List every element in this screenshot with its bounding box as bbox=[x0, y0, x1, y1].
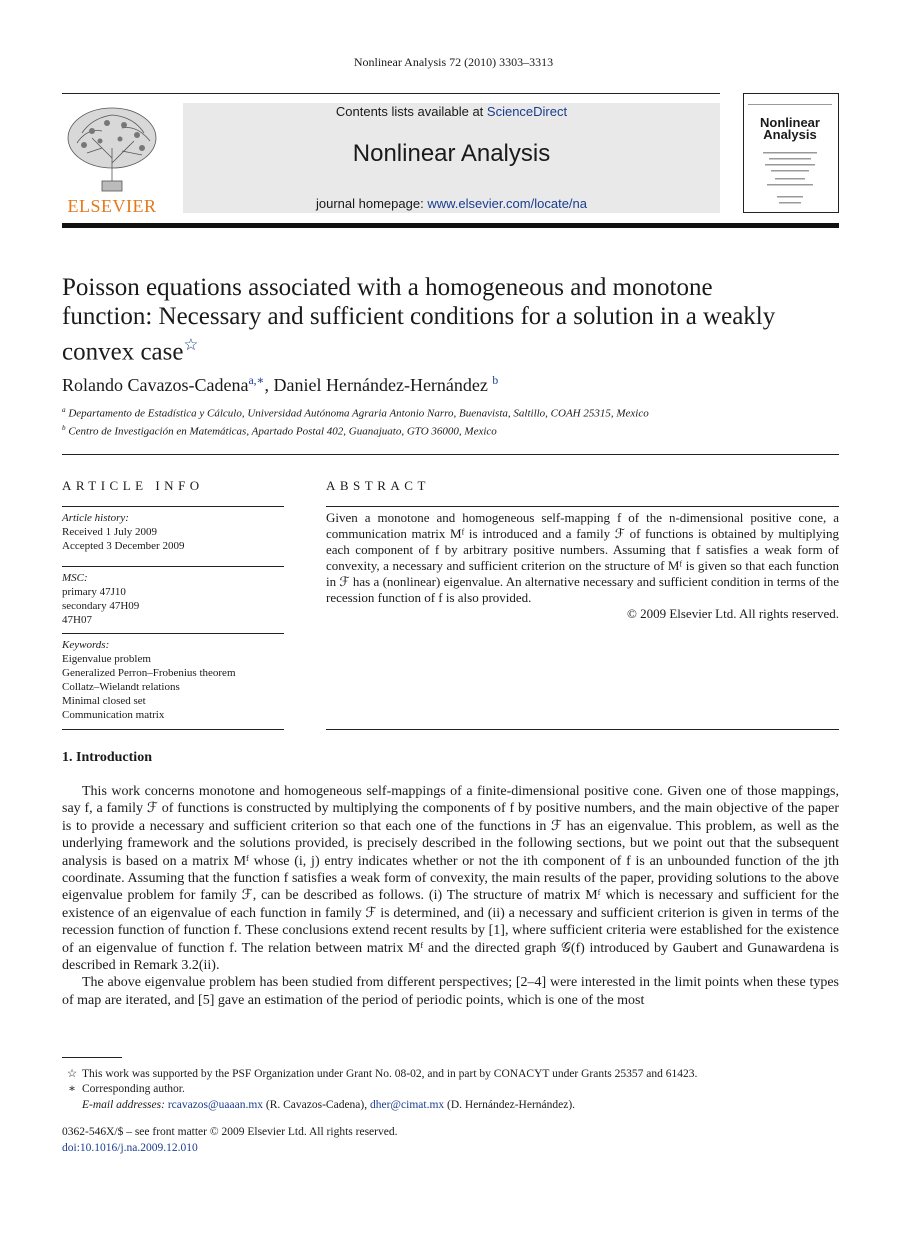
header-rule bbox=[62, 93, 720, 94]
footnote-text: Corresponding author. bbox=[82, 1083, 185, 1095]
affiliation-mark: b bbox=[62, 424, 66, 432]
paper-title bbox=[62, 273, 842, 366]
email-footnote bbox=[62, 1097, 839, 1113]
abstract-copyright: © 2009 Elsevier Ltd. All rights reserved. bbox=[626, 606, 839, 621]
section-heading: 1. Introduction bbox=[62, 750, 152, 765]
footnote-text: This work was supported by the PSF Organization under Grant No. 08-02, and in part by CONACYT under Grants 25357 and 61423. bbox=[82, 1068, 698, 1080]
elsevier-wordmark: ELSEVIER bbox=[67, 196, 157, 216]
author-name: Daniel Hernández-Hernández bbox=[273, 375, 488, 395]
doi-link[interactable]: doi:10.1016/j.na.2009.12.010 bbox=[62, 1142, 198, 1154]
homepage-link[interactable]: www.elsevier.com/locate/na bbox=[427, 196, 587, 211]
cover-title: Nonlinear Analysis bbox=[760, 115, 820, 142]
affiliation bbox=[62, 406, 649, 420]
title-footnote-mark[interactable]: ☆ bbox=[183, 336, 199, 354]
msc-code: secondary 47H09 bbox=[62, 600, 140, 612]
title-line-3: convex case bbox=[62, 338, 184, 366]
cover-header-line bbox=[748, 98, 832, 105]
body-paragraph: This work concerns monotone and homogeneous self-mappings of a finite-dimensional positive cone. Given one of those mappings, say f, a family ℱ of functions is constructed by multiplying the components of f by positive numbers, and the main objective of the paper is to provide a necessary and sufficient criterion so that each one of the functions in ℱ has an eigenvalue. This problem, as well as the underlying framework and the solutions provided, is precisely described in the following sections, but we point out that the subsequent analysis is based on a matrix Mᶠ whose (i, j) entry indicates whether or not the ith component of f is an unbounded function of the jth coordinate. Assuming that the function f satisfies a weak form of convexity, the main results of the paper, providing solutions to the above eigenvalue problem for family ℱ, can be described as follows. (i) The structure of matrix Mᶠ which is necessary and sufficient for the existence of an eigenvalue of each function in family ℱ is determined, and (ii) a necessary and sufficient criterion is given in terms of the recession function of function f. These conclusions extend recent results by [1], where sufficient criteria were established for the existence of an eigenvalue of function f. The relation between matrix Mᶠ and the directed graph 𝒢(f) introduced by Gaubert and Gunawardena is described in Remark 3.2(ii). bbox=[62, 784, 839, 974]
body-paragraph: The above eigenvalue problem has been studied from different perspectives; [2–4] were interested in the limit points when these types of map are iterated, and [5] gave an estimation of the period of periodic points, which is one of the most bbox=[62, 975, 839, 1008]
cover-text-lines bbox=[755, 150, 825, 208]
article-history bbox=[62, 511, 284, 553]
affiliation-rule bbox=[62, 454, 839, 455]
article-info-heading: ARTICLE INFO bbox=[62, 478, 204, 493]
keyword: Minimal closed set bbox=[62, 695, 146, 707]
journal-name: Nonlinear Analysis bbox=[352, 140, 551, 167]
abstract-rule bbox=[326, 729, 839, 730]
email-link[interactable]: dher@cimat.mx bbox=[370, 1099, 445, 1111]
masthead-thick-rule bbox=[62, 223, 839, 228]
author-affil-mark[interactable]: b bbox=[492, 374, 499, 387]
msc-codes bbox=[62, 571, 284, 627]
email-owner: (R. Cavazos-Cadena), bbox=[263, 1099, 370, 1111]
running-header: Nonlinear Analysis 72 (2010) 3303–3313 bbox=[353, 55, 554, 69]
email-label: E-mail addresses: bbox=[82, 1099, 165, 1111]
title-line-1: Poisson equations associated with a homogeneous and monotone bbox=[62, 274, 713, 301]
affiliation-text: Departamento de Estadística y Cálculo, Universidad Autónoma Agraria Antonio Narro, Buenavista, Saltillo, COAH 25315, Mexico bbox=[68, 407, 649, 420]
affiliation bbox=[62, 424, 497, 438]
author-name: Rolando Cavazos-Cadena bbox=[62, 375, 249, 395]
info-rule bbox=[62, 506, 284, 507]
info-rule bbox=[62, 566, 284, 567]
abstract-text: Given a monotone and homogeneous self-mapping f of the n-dimensional positive cone, a communication matrix Mᶠ is introduced and a family ℱ of functions is obtained by multiplying each component of f by arbitrary positive numbers. Assuming that f satisfies a weak form of convexity, a necessary and sufficient criterion on the structure of Mᶠ is given so that each function in ℱ has a (nonlinear) eigenvalue. An alternative necessary and sufficient condition in terms of the recession function of f is also provided. bbox=[326, 510, 839, 605]
info-rule bbox=[62, 633, 284, 634]
abstract-rule bbox=[326, 506, 839, 507]
body-text bbox=[62, 783, 839, 1009]
msc-label: MSC: bbox=[62, 572, 88, 584]
corresponding-footnote bbox=[62, 1081, 839, 1097]
accepted-date: Accepted 3 December 2009 bbox=[62, 540, 185, 552]
affiliation-text: Centro de Investigación en Matemáticas, Apartado Postal 402, Guanajuato, GTO 36000, Mexico bbox=[68, 425, 497, 438]
keyword: Collatz–Wielandt relations bbox=[62, 681, 180, 693]
history-label: Article history: bbox=[62, 512, 129, 524]
email-link[interactable]: rcavazos@uaaan.mx bbox=[167, 1099, 264, 1111]
front-matter: 0362-546X/$ – see front matter © 2009 Elsevier Ltd. All rights reserved. bbox=[62, 1126, 398, 1138]
keywords bbox=[62, 638, 284, 722]
abstract-heading: ABSTRACT bbox=[326, 478, 430, 493]
author-separator: , bbox=[264, 375, 274, 395]
footnote-rule bbox=[62, 1057, 122, 1058]
msc-code: 47H07 bbox=[62, 614, 92, 626]
keyword: Generalized Perron–Frobenius theorem bbox=[62, 667, 236, 679]
keyword: Eigenvalue problem bbox=[62, 653, 151, 665]
homepage-line bbox=[183, 196, 720, 211]
footnote-mark: ∗ bbox=[68, 1083, 76, 1095]
msc-code: primary 47J10 bbox=[62, 586, 126, 598]
info-rule bbox=[62, 729, 284, 730]
homepage-prefix: journal homepage: bbox=[316, 196, 428, 211]
footnote-mark: ☆ bbox=[66, 1068, 78, 1080]
keyword: Communication matrix bbox=[62, 709, 165, 721]
title-line-2: function: Necessary and sufficient conditions for a solution in a weakly bbox=[62, 303, 776, 330]
funding-footnote bbox=[62, 1066, 839, 1082]
keywords-label: Keywords: bbox=[62, 639, 110, 651]
email-owner: (D. Hernández-Hernández). bbox=[444, 1099, 576, 1111]
contents-line bbox=[183, 104, 720, 119]
contents-prefix: Contents lists available at bbox=[335, 104, 487, 119]
affiliation-mark: a bbox=[62, 406, 66, 414]
received-date: Received 1 July 2009 bbox=[62, 526, 158, 538]
author-list bbox=[62, 373, 498, 396]
author-affil-mark[interactable]: a,∗ bbox=[248, 374, 265, 387]
sciencedirect-link[interactable]: ScienceDirect bbox=[486, 104, 568, 119]
